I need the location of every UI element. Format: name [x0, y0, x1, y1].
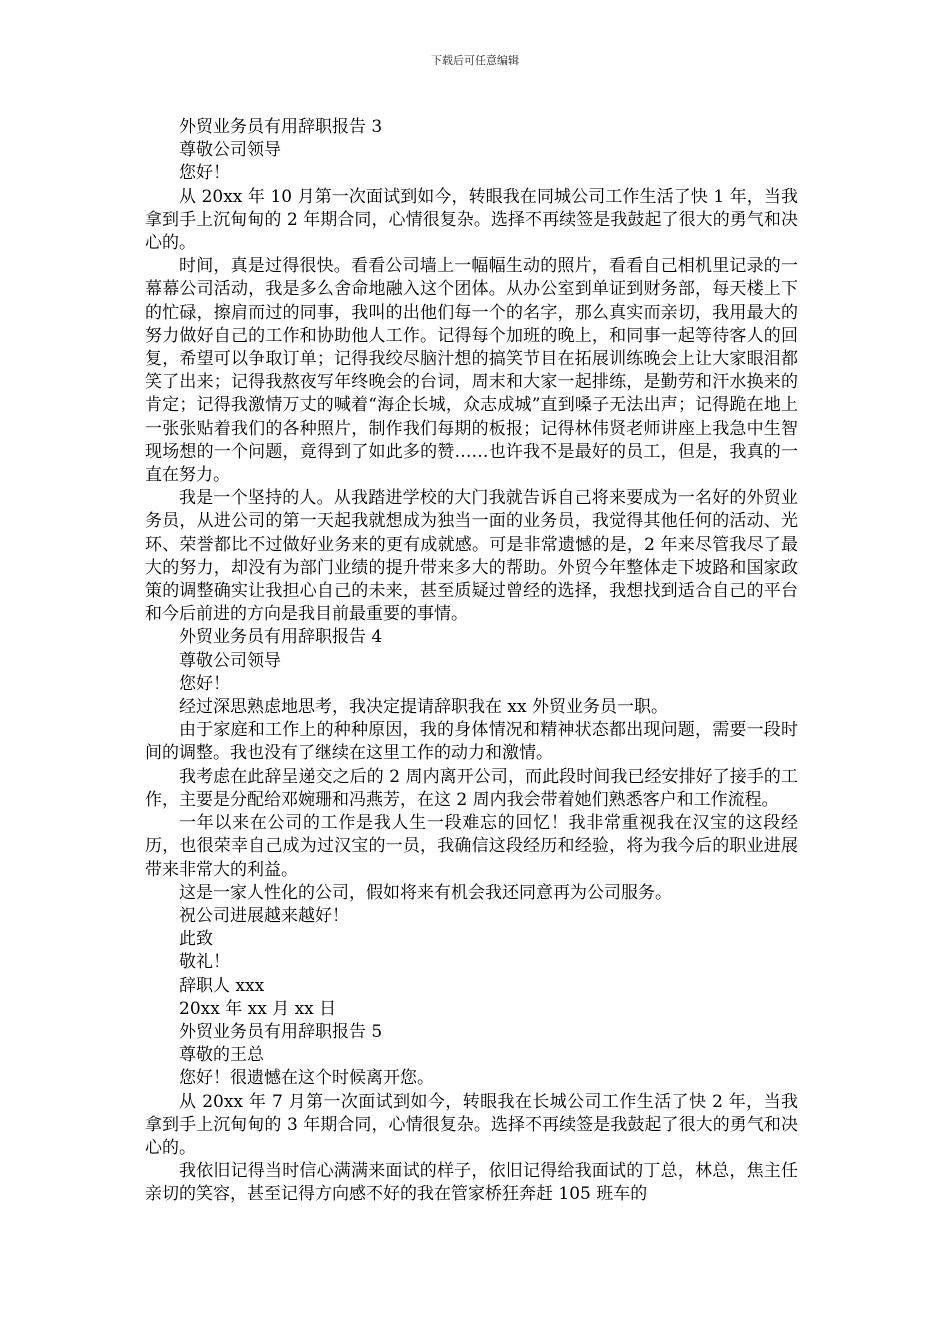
greeting: 您好！ — [179, 673, 230, 694]
section-title: 外贸业务员有用辞职报告 4 — [179, 627, 383, 648]
closing-wish: 祝公司进展越来越好！ — [179, 905, 349, 926]
closing-line: 此致 — [179, 929, 213, 950]
section-title: 外贸业务员有用辞职报告 3 — [179, 117, 383, 137]
body-paragraph: 一年以来在公司的工作是我人生一段难忘的回忆！我非常重视我在汉宝的这段经历，也很荣幸自己成为过汉宝的一员，我确信这段经历和经验，将为我今后的职业进展带来非常大的利益。 — [145, 813, 798, 880]
body-paragraph: 从 20xx 年 10 月第一次面试到如今，转眼我在同城公司工作生活了快 1 年，当我拿到手上沉甸甸的 2 年期合同，心情很复杂。选择不再续签是我鼓起了很大的勇气和决心的。 — [145, 186, 798, 254]
body-paragraph: 我是一个坚持的人。从我踏进学校的大门我就告诉自己将来要成为一名好的外贸业务员，从进公司的第一天起我就想成为独当一面的业务员，我觉得其他任何的活动、光环、荣誉都比不过做好业务来的更有成就感。可是非常遗憾的是，2 年来尽管我尽了最大的努力，却没有为部门业绩的提升带来多大的帮助。外贸今年整体走下坡路和国家政策的调整确实让我担心自己的未来，甚至质疑过曾经的选择，我想找到适合自己的平台和今后前进的方向是我目前最重要的事情。 — [145, 488, 798, 625]
closing-salute: 敬礼！ — [179, 952, 230, 973]
section-title: 外贸业务员有用辞职报告 5 — [179, 1021, 383, 1042]
body-paragraph: 从 20xx 年 7 月第一次面试到如今，转眼我在长城公司工作生活了快 2 年，当我拿到手上沉甸甸的 3 年期合同，心情很复杂。选择不再续签是我鼓起了很大的勇气和决心的。 — [145, 1091, 798, 1158]
signature: 辞职人 xxx — [179, 975, 265, 996]
date-line: 20xx 年 xx 月 xx 日 — [179, 998, 337, 1019]
body-paragraph: 由于家庭和工作上的种种原因，我的身体情况和精神状态都出现问题，需要一段时间的调整。我也没有了继续在这里工作的动力和激情。 — [145, 720, 798, 764]
greeting: 您好！很遗憾在这个时候离开您。 — [179, 1068, 434, 1089]
body-paragraph: 我考虑在此辞呈递交之后的 2 周内离开公司，而此段时间我已经安排好了接手的工作，主要是分配给邓婉珊和冯燕芳，在这 2 周内我会带着她们熟悉客户和工作流程。 — [145, 766, 798, 810]
document-body — [145, 116, 798, 1207]
body-paragraph: 我依旧记得当时信心满满来面试的样子，依旧记得给我面试的丁总，林总，焦主任亲切的笑容，甚至记得方向感不好的我在管家桥狂奔赶 105 班车的 — [145, 1161, 798, 1205]
body-paragraph: 这是一家人性化的公司，假如将来有机会我还同意再为公司服务。 — [179, 882, 672, 903]
page-header: 下载后可任意编辑 — [431, 54, 519, 67]
salutation: 尊敬公司领导 — [179, 650, 281, 671]
salutation: 尊敬的王总 — [179, 1045, 264, 1066]
salutation: 尊敬公司领导 — [179, 140, 281, 161]
body-paragraph: 时间，真是过得很快。看看公司墙上一幅幅生动的照片，看看自己相机里记录的一幕幕公司活动，我是多么舍命地融入这个团体。从办公室到单证到财务部，每天楼上下的忙碌，擦肩而过的同事，我叫的出他们每一个的名字，那么真实而亲切，我用最大的努力做好自己的工作和协助他人工作。记得每个加班的晚上，和同事一起等待客人的回复，希望可以争取订单；记得我绞尽脑汁想的搞笑节目在拓展训练晚会上让大家眼泪都笑了出来；记得我熬夜写年终晚会的台词，周末和大家一起排练，是勤劳和汗水换来的肯定；记得我激情万丈的喊着“海企长城，众志成城”直到嗓子无法出声；记得跪在地上一张张贴着我们的各种照片，制作我们每期的板报；记得林伟贤老师讲座上我急中生智现场想的一个问题，竟得到了如此多的赞……也许我不是最好的员工，但是，我真的一直在努力。 — [145, 256, 798, 486]
greeting: 您好！ — [179, 163, 230, 184]
body-paragraph: 经过深思熟虑地思考，我决定提请辞职我在 xx 外贸业务员一职。 — [179, 697, 668, 718]
